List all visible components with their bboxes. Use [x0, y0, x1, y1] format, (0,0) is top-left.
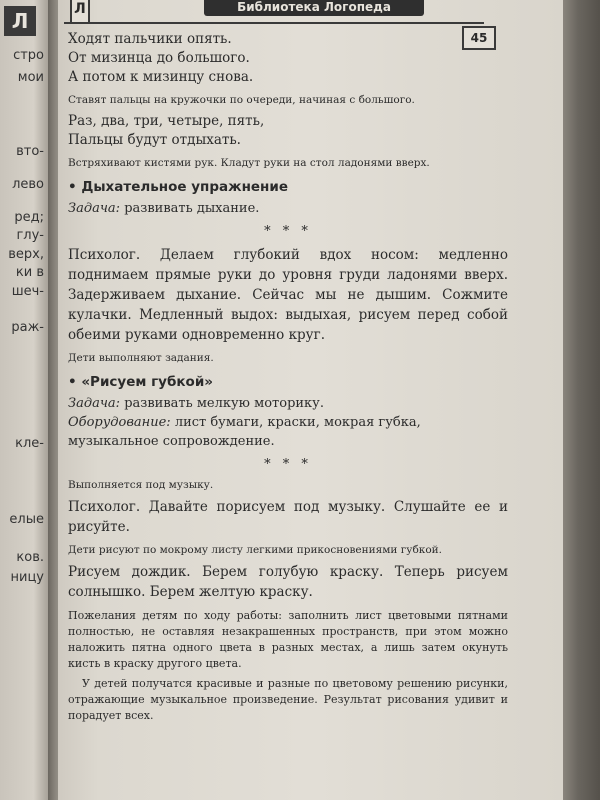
left-fragment: раж-	[11, 320, 44, 335]
left-fragment: ницу	[10, 570, 44, 585]
task-text: развивать мелкую моторику.	[124, 396, 324, 411]
page-header	[64, 0, 484, 24]
left-fragment: лево	[12, 177, 44, 192]
section-title: • «Рисуем губкой»	[68, 374, 213, 390]
equipment-text: лист бумаги, краски, мокрая губка, музыкальное сопровождение.	[68, 415, 421, 449]
left-fragment: кле-	[15, 436, 44, 451]
task-line	[68, 199, 508, 218]
left-fragment: елые	[9, 512, 44, 527]
psychologist-speech: Психолог. Давайте порисуем под музыку. Слушайте ее и рисуйте.	[68, 499, 508, 535]
wishes-note: Пожелания детям по ходу работы: заполнить лист цветовыми пятнами полностью, не оставляя незакрашенных пространств, при этом можно наложить пятна одного цвета в разных местах, а лишь затем окунуть кисть в краску другого цвета.	[68, 609, 508, 670]
equipment-line	[68, 413, 508, 451]
left-page-badge: Л	[4, 6, 36, 36]
page-content	[68, 30, 508, 724]
verse-line: От мизинца до большого.	[68, 50, 250, 66]
page-stack-edge	[563, 0, 600, 800]
left-fragment: шеч-	[11, 284, 44, 299]
task-text: развивать дыхание.	[124, 201, 260, 216]
left-fragment: ков.	[16, 550, 44, 565]
instruction: Встряхивают кистями рук. Кладут руки на стол ладонями вверх.	[68, 157, 430, 169]
left-fragment: верх,	[8, 247, 44, 262]
verse-line: Ходят пальчики опять.	[68, 31, 232, 47]
page-number: 45	[462, 26, 496, 50]
result-note: У детей получатся красивые и разные по цветовому решению рисунки, отражающие музыкальное произведение. Результат рисования удивит и порадует всех.	[68, 677, 508, 722]
left-fragment: ки в	[15, 265, 44, 280]
separator-stars: * * *	[264, 224, 312, 239]
psychologist-speech: Психолог. Делаем глубокий вдох носом: медленно поднимаем прямые руки до уровня груди ладонями вверх. Задерживаем дыхание. Сейчас мы не дышим. Сожмите кулачки. Медленный выдох: выдыхая, рисуем перед собой обеими руками одновременно круг.	[68, 247, 508, 343]
left-fragment: мои	[17, 70, 44, 85]
book-page	[58, 0, 563, 800]
header-letter-icon: Л	[70, 0, 90, 24]
left-fragment: глу-	[16, 228, 44, 243]
separator-stars: * * *	[264, 457, 312, 472]
task-label: Задача:	[68, 396, 121, 411]
instruction: Выполняется под музыку.	[68, 479, 214, 491]
left-fragment: стро	[13, 48, 44, 63]
verse-line: Раз, два, три, четыре, пять,	[68, 113, 265, 129]
instruction: Дети рисуют по мокрому листу легкими прикосновениями губкой.	[68, 544, 442, 556]
left-page	[0, 0, 48, 800]
left-fragment: ред;	[14, 210, 44, 225]
verse-line: А потом к мизинцу снова.	[68, 69, 254, 85]
instruction: Дети выполняют задания.	[68, 352, 214, 364]
instruction: Ставят пальцы на кружочки по очереди, начиная с большого.	[68, 94, 415, 106]
running-head: Библиотека Логопеда	[204, 0, 424, 16]
section-title: • Дыхательное упражнение	[68, 179, 289, 195]
task-line	[68, 394, 508, 413]
verse-line: Пальцы будут отдыхать.	[68, 132, 241, 148]
task-label: Задача:	[68, 201, 121, 216]
equipment-label: Оборудование:	[68, 415, 171, 430]
psychologist-speech: Рисуем дождик. Берем голубую краску. Теперь рисуем солнышко. Берем желтую краску.	[68, 564, 508, 600]
left-fragment: вто-	[16, 144, 44, 159]
